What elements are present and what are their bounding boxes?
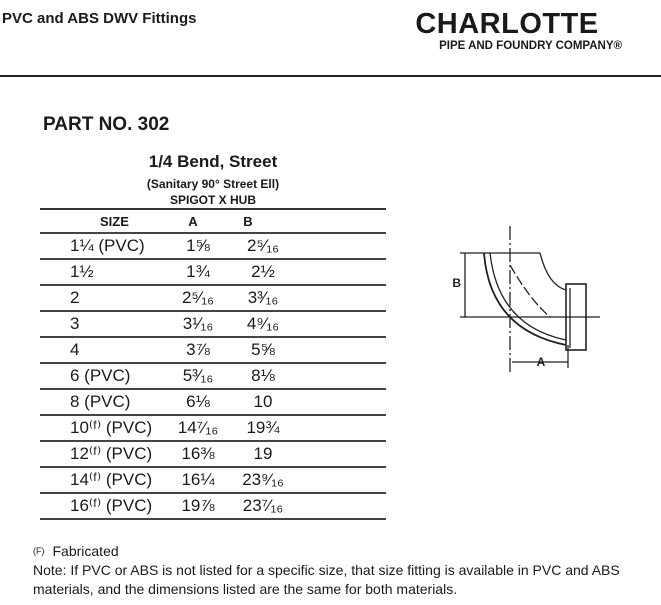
a-cell: 3⅞ xyxy=(186,340,210,359)
footnote-text: Fabricated xyxy=(52,543,119,559)
size-cell: 1½ xyxy=(70,262,94,281)
size-cell: 4 xyxy=(70,340,80,359)
b-cell: 2½ xyxy=(251,262,275,281)
footnote-mark: (F) xyxy=(33,546,45,556)
table-row xyxy=(40,416,386,442)
col-b: B xyxy=(243,213,253,229)
size-cell: 2 xyxy=(70,288,80,307)
a-cell: 2⁵⁄₁₆ xyxy=(182,288,214,307)
b-cell: 10 xyxy=(253,392,273,411)
table-type: SPIGOT X HUB xyxy=(169,193,256,207)
size-cell: 16⁽ᶠ⁾ (PVC) xyxy=(70,496,153,515)
a-cell: 3¹⁄₁₆ xyxy=(182,314,214,333)
table-row xyxy=(40,312,386,338)
a-cell: 1⅝ xyxy=(186,236,210,255)
part-number: PART NO. 302 xyxy=(43,114,170,135)
a-cell: 14⁷⁄₁₆ xyxy=(177,418,219,437)
fitting-diagram xyxy=(440,215,610,380)
brand-logo xyxy=(392,8,622,52)
b-cell: 19¾ xyxy=(246,418,280,437)
table-row xyxy=(40,442,386,468)
label-b: B xyxy=(452,276,461,290)
label-a: A xyxy=(536,355,546,369)
col-size: SIZE xyxy=(100,213,129,229)
table-row xyxy=(40,234,386,260)
size-cell: 8 (PVC) xyxy=(70,392,131,411)
b-cell: 3³⁄₁₆ xyxy=(247,288,279,307)
size-cell: 14⁽ᶠ⁾ (PVC) xyxy=(70,470,153,489)
size-cell: 12⁽ᶠ⁾ (PVC) xyxy=(70,444,153,463)
a-cell: 5³⁄₁₆ xyxy=(182,366,214,385)
table-subtitle: (Sanitary 90° Street Ell) xyxy=(146,177,280,191)
size-cell: 6 (PVC) xyxy=(70,366,131,385)
brand-name: CHARLOTTE xyxy=(415,8,599,40)
brand-subtitle: PIPE AND FOUNDRY COMPANY® xyxy=(439,40,622,52)
b-cell: 2⁵⁄₁₆ xyxy=(247,236,279,255)
a-cell: 6⅛ xyxy=(186,392,210,411)
table-row xyxy=(40,494,386,520)
b-cell: 5⅝ xyxy=(251,340,275,359)
col-a: A xyxy=(188,213,198,229)
size-cell: 10⁽ᶠ⁾ (PVC) xyxy=(70,418,153,437)
table-row xyxy=(40,364,386,390)
size-cell: 3 xyxy=(70,314,80,333)
table-header xyxy=(40,210,386,234)
table-row xyxy=(40,260,386,286)
table-title: 1/4 Bend, Street xyxy=(148,152,278,171)
b-cell: 19 xyxy=(253,444,273,463)
footnotes xyxy=(33,542,653,599)
table-row xyxy=(40,468,386,494)
table-row xyxy=(40,390,386,416)
b-cell: 23⁹⁄₁₆ xyxy=(242,470,284,489)
table-row xyxy=(40,286,386,312)
document-title: PVC and ABS DWV Fittings xyxy=(2,10,197,27)
a-cell: 1¾ xyxy=(186,262,210,281)
a-cell: 16¼ xyxy=(181,470,215,489)
header-divider xyxy=(0,75,661,77)
a-cell: 16⅜ xyxy=(181,444,215,463)
b-cell: 23⁷⁄₁₆ xyxy=(242,496,284,515)
dimensions-table xyxy=(40,208,386,520)
b-cell: 4⁹⁄₁₆ xyxy=(246,314,280,333)
footnote-note: Note: If PVC or ABS is not listed for a specific size, that size fitting is available in PVC and ABS materials, and the dimensions listed are the same for both materials. xyxy=(33,562,620,597)
size-cell: 1¼ (PVC) xyxy=(70,236,145,255)
a-cell: 19⅞ xyxy=(181,496,215,515)
b-cell: 8⅛ xyxy=(251,366,275,385)
table-row xyxy=(40,338,386,364)
